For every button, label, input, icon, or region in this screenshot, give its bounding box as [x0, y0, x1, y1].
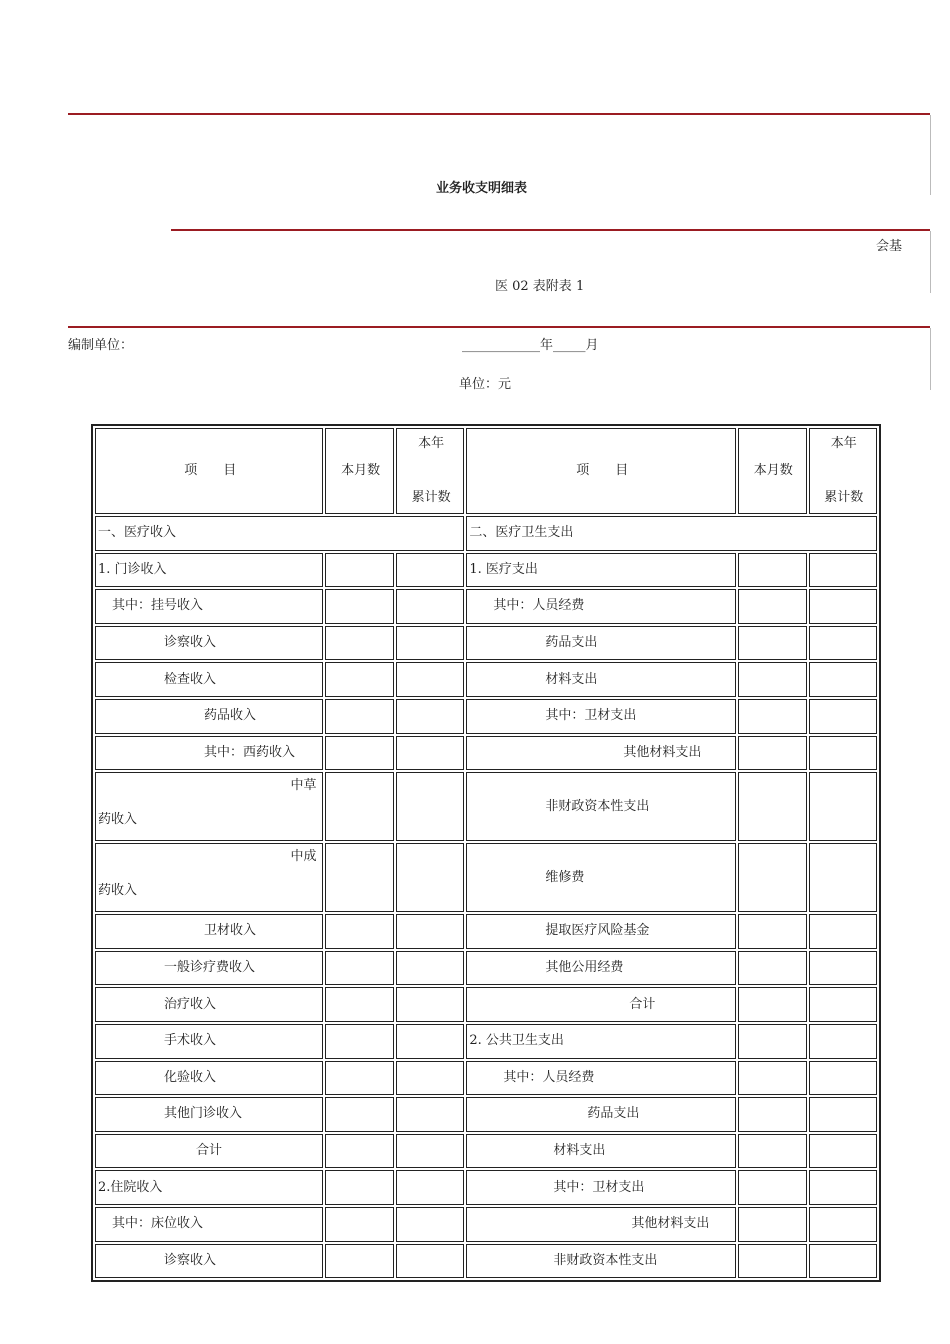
ytd-value-cell[interactable] [396, 1170, 464, 1205]
row-label-right: 其中：人员经费 [466, 589, 736, 624]
row-label-right: 其他公用经费 [466, 951, 736, 986]
ytd-value-cell[interactable] [809, 1244, 877, 1279]
header-row [95, 428, 877, 514]
row-label-left: 合计 [95, 1134, 323, 1169]
ytd-value-cell[interactable] [809, 914, 877, 949]
month-value-cell[interactable] [738, 951, 806, 986]
table-row [95, 914, 877, 949]
table-row [95, 589, 877, 624]
income-expense-table [91, 424, 881, 1282]
row-label-right: 非财政资本性支出 [466, 1244, 736, 1279]
row-label-right: 提取医疗风险基金 [466, 914, 736, 949]
month-value-cell[interactable] [325, 736, 393, 771]
header-month-left: 本月数 [325, 428, 393, 514]
header-item-right: 项 目 [466, 428, 736, 514]
row-label-left: 2.住院收入 [95, 1170, 323, 1205]
row-label-left: 诊察收入 [95, 1244, 323, 1279]
month-value-cell[interactable] [325, 1024, 393, 1059]
ytd-value-cell[interactable] [396, 626, 464, 661]
row-label-right: 材料支出 [466, 1134, 736, 1169]
month-value-cell[interactable] [738, 553, 806, 588]
table-row [95, 1097, 877, 1132]
period-year-field [462, 334, 599, 353]
row-label-left: 其中：挂号收入 [95, 589, 323, 624]
ytd-value-cell[interactable] [396, 1134, 464, 1169]
row-label-left: 其中：西药收入 [95, 736, 323, 771]
edge-mark [930, 231, 931, 293]
ytd-value-cell[interactable] [809, 553, 877, 588]
ytd-value-cell[interactable] [396, 772, 464, 841]
form-code: 医 02 表附表 1 [495, 279, 585, 294]
month-value-cell[interactable] [325, 626, 393, 661]
month-value-cell[interactable] [738, 626, 806, 661]
row-label-right: 材料支出 [466, 662, 736, 697]
ytd-value-cell[interactable] [809, 951, 877, 986]
ytd-value-cell[interactable] [396, 699, 464, 734]
ytd-value-cell[interactable] [809, 843, 877, 912]
month-value-cell[interactable] [738, 772, 806, 841]
ytd-value-cell[interactable] [809, 662, 877, 697]
report-title: 业务收支明细表 [436, 181, 528, 196]
ytd-value-cell[interactable] [396, 553, 464, 588]
row-label-left: 1. 门诊收入 [95, 553, 323, 588]
accounting-code: 会基 [876, 239, 903, 254]
month-value-cell[interactable] [738, 1207, 806, 1242]
month-value-cell[interactable] [738, 843, 806, 912]
ytd-value-cell[interactable] [396, 662, 464, 697]
ytd-value-cell[interactable] [396, 1207, 464, 1242]
row-label-left: 其中：床位收入 [95, 1207, 323, 1242]
header-ytd-right: 本年 累计数 [809, 428, 877, 514]
month-value-cell[interactable] [325, 1207, 393, 1242]
row-label-left: 手术收入 [95, 1024, 323, 1059]
row-label-left: 检查收入 [95, 662, 323, 697]
ytd-value-cell[interactable] [396, 1061, 464, 1096]
ytd-value-cell[interactable] [809, 626, 877, 661]
table-row [95, 1134, 877, 1169]
table-row [95, 987, 877, 1022]
month-value-cell[interactable] [738, 589, 806, 624]
row-label-right: 其他材料支出 [466, 736, 736, 771]
header-ytd-left: 本年 累计数 [396, 428, 464, 514]
ytd-value-cell[interactable] [809, 772, 877, 841]
ytd-value-cell[interactable] [809, 736, 877, 771]
edge-mark [930, 115, 931, 195]
row-label-right: 非财政资本性支出 [466, 772, 736, 841]
ytd-value-cell[interactable] [809, 1170, 877, 1205]
section-row [95, 516, 877, 551]
month-value-cell[interactable] [738, 1244, 806, 1279]
row-label-right: 药品支出 [466, 626, 736, 661]
month-value-cell[interactable] [325, 987, 393, 1022]
table-row [95, 626, 877, 661]
ytd-value-cell[interactable] [396, 951, 464, 986]
row-label-left: 药品收入 [95, 699, 323, 734]
row-label-left: 其他门诊收入 [95, 1097, 323, 1132]
ytd-value-cell[interactable] [396, 987, 464, 1022]
ytd-value-cell[interactable] [809, 589, 877, 624]
table-row [95, 553, 877, 588]
ytd-value-cell[interactable] [396, 843, 464, 912]
ytd-value-cell[interactable] [396, 1097, 464, 1132]
ytd-value-cell[interactable] [396, 914, 464, 949]
month-value-cell[interactable] [738, 662, 806, 697]
ytd-value-cell[interactable] [809, 1207, 877, 1242]
table-row [95, 772, 877, 841]
unit-label: 单位：元 [459, 377, 512, 392]
ytd-value-cell[interactable] [809, 1134, 877, 1169]
row-label-right: 其中：卫材支出 [466, 699, 736, 734]
top-rule [68, 113, 930, 115]
table-row [95, 951, 877, 986]
month-value-cell[interactable] [738, 699, 806, 734]
row-label-left: 中草 药收入 [95, 772, 323, 841]
table-row [95, 1170, 877, 1205]
ytd-value-cell[interactable] [809, 1097, 877, 1132]
row-label-left: 化验收入 [95, 1061, 323, 1096]
edge-mark [930, 328, 931, 390]
table-row [95, 1024, 877, 1059]
table-row [95, 843, 877, 912]
month-value-cell[interactable] [325, 662, 393, 697]
row-label-left: 一般诊疗费收入 [95, 951, 323, 986]
month-value-cell[interactable] [738, 1134, 806, 1169]
month-value-cell[interactable] [325, 1097, 393, 1132]
year-blank: ____________年 [462, 338, 554, 353]
month-value-cell[interactable] [738, 1024, 806, 1059]
table-row [95, 699, 877, 734]
ytd-value-cell[interactable] [809, 1024, 877, 1059]
month-value-cell[interactable] [738, 1170, 806, 1205]
ytd-value-cell[interactable] [396, 736, 464, 771]
month-value-cell[interactable] [325, 914, 393, 949]
month-value-cell[interactable] [738, 736, 806, 771]
month-value-cell[interactable] [738, 1097, 806, 1132]
month-value-cell[interactable] [325, 951, 393, 986]
month-value-cell[interactable] [325, 1170, 393, 1205]
month-value-cell[interactable] [738, 987, 806, 1022]
row-label-left: 诊察收入 [95, 626, 323, 661]
ytd-value-cell[interactable] [396, 1024, 464, 1059]
month-value-cell[interactable] [325, 1134, 393, 1169]
section-left: 一、医疗收入 [95, 516, 464, 551]
ytd-value-cell[interactable] [809, 1061, 877, 1096]
table-row [95, 1061, 877, 1096]
month-value-cell[interactable] [325, 1244, 393, 1279]
table-row [95, 736, 877, 771]
table-row [95, 1244, 877, 1279]
header-item-left: 项 目 [95, 428, 323, 514]
ytd-value-cell[interactable] [396, 1244, 464, 1279]
row-label-right: 2. 公共卫生支出 [466, 1024, 736, 1059]
row-label-right: 其他材料支出 [466, 1207, 736, 1242]
month-blank: _____月 [553, 338, 599, 353]
row-label-right: 其中：卫材支出 [466, 1170, 736, 1205]
section-right: 二、医疗卫生支出 [466, 516, 877, 551]
month-value-cell[interactable] [325, 553, 393, 588]
row-label-right: 药品支出 [466, 1097, 736, 1132]
month-value-cell[interactable] [738, 1061, 806, 1096]
month-value-cell[interactable] [325, 1061, 393, 1096]
prepared-by-label: 编制单位： [68, 338, 134, 353]
row-label-right: 合计 [466, 987, 736, 1022]
ytd-value-cell[interactable] [809, 987, 877, 1022]
month-value-cell[interactable] [738, 914, 806, 949]
third-rule [68, 326, 930, 328]
row-label-right: 维修费 [466, 843, 736, 912]
row-label-left: 卫材收入 [95, 914, 323, 949]
ytd-value-cell[interactable] [809, 699, 877, 734]
month-value-cell[interactable] [325, 772, 393, 841]
row-label-left: 治疗收入 [95, 987, 323, 1022]
month-value-cell[interactable] [325, 843, 393, 912]
row-label-right: 其中：人员经费 [466, 1061, 736, 1096]
header-month-right: 本月数 [738, 428, 806, 514]
month-value-cell[interactable] [325, 589, 393, 624]
row-label-left: 中成 药收入 [95, 843, 323, 912]
ytd-value-cell[interactable] [396, 589, 464, 624]
row-label-right: 1. 医疗支出 [466, 553, 736, 588]
month-value-cell[interactable] [325, 699, 393, 734]
second-rule [171, 229, 930, 231]
table-row [95, 1207, 877, 1242]
table-row [95, 662, 877, 697]
